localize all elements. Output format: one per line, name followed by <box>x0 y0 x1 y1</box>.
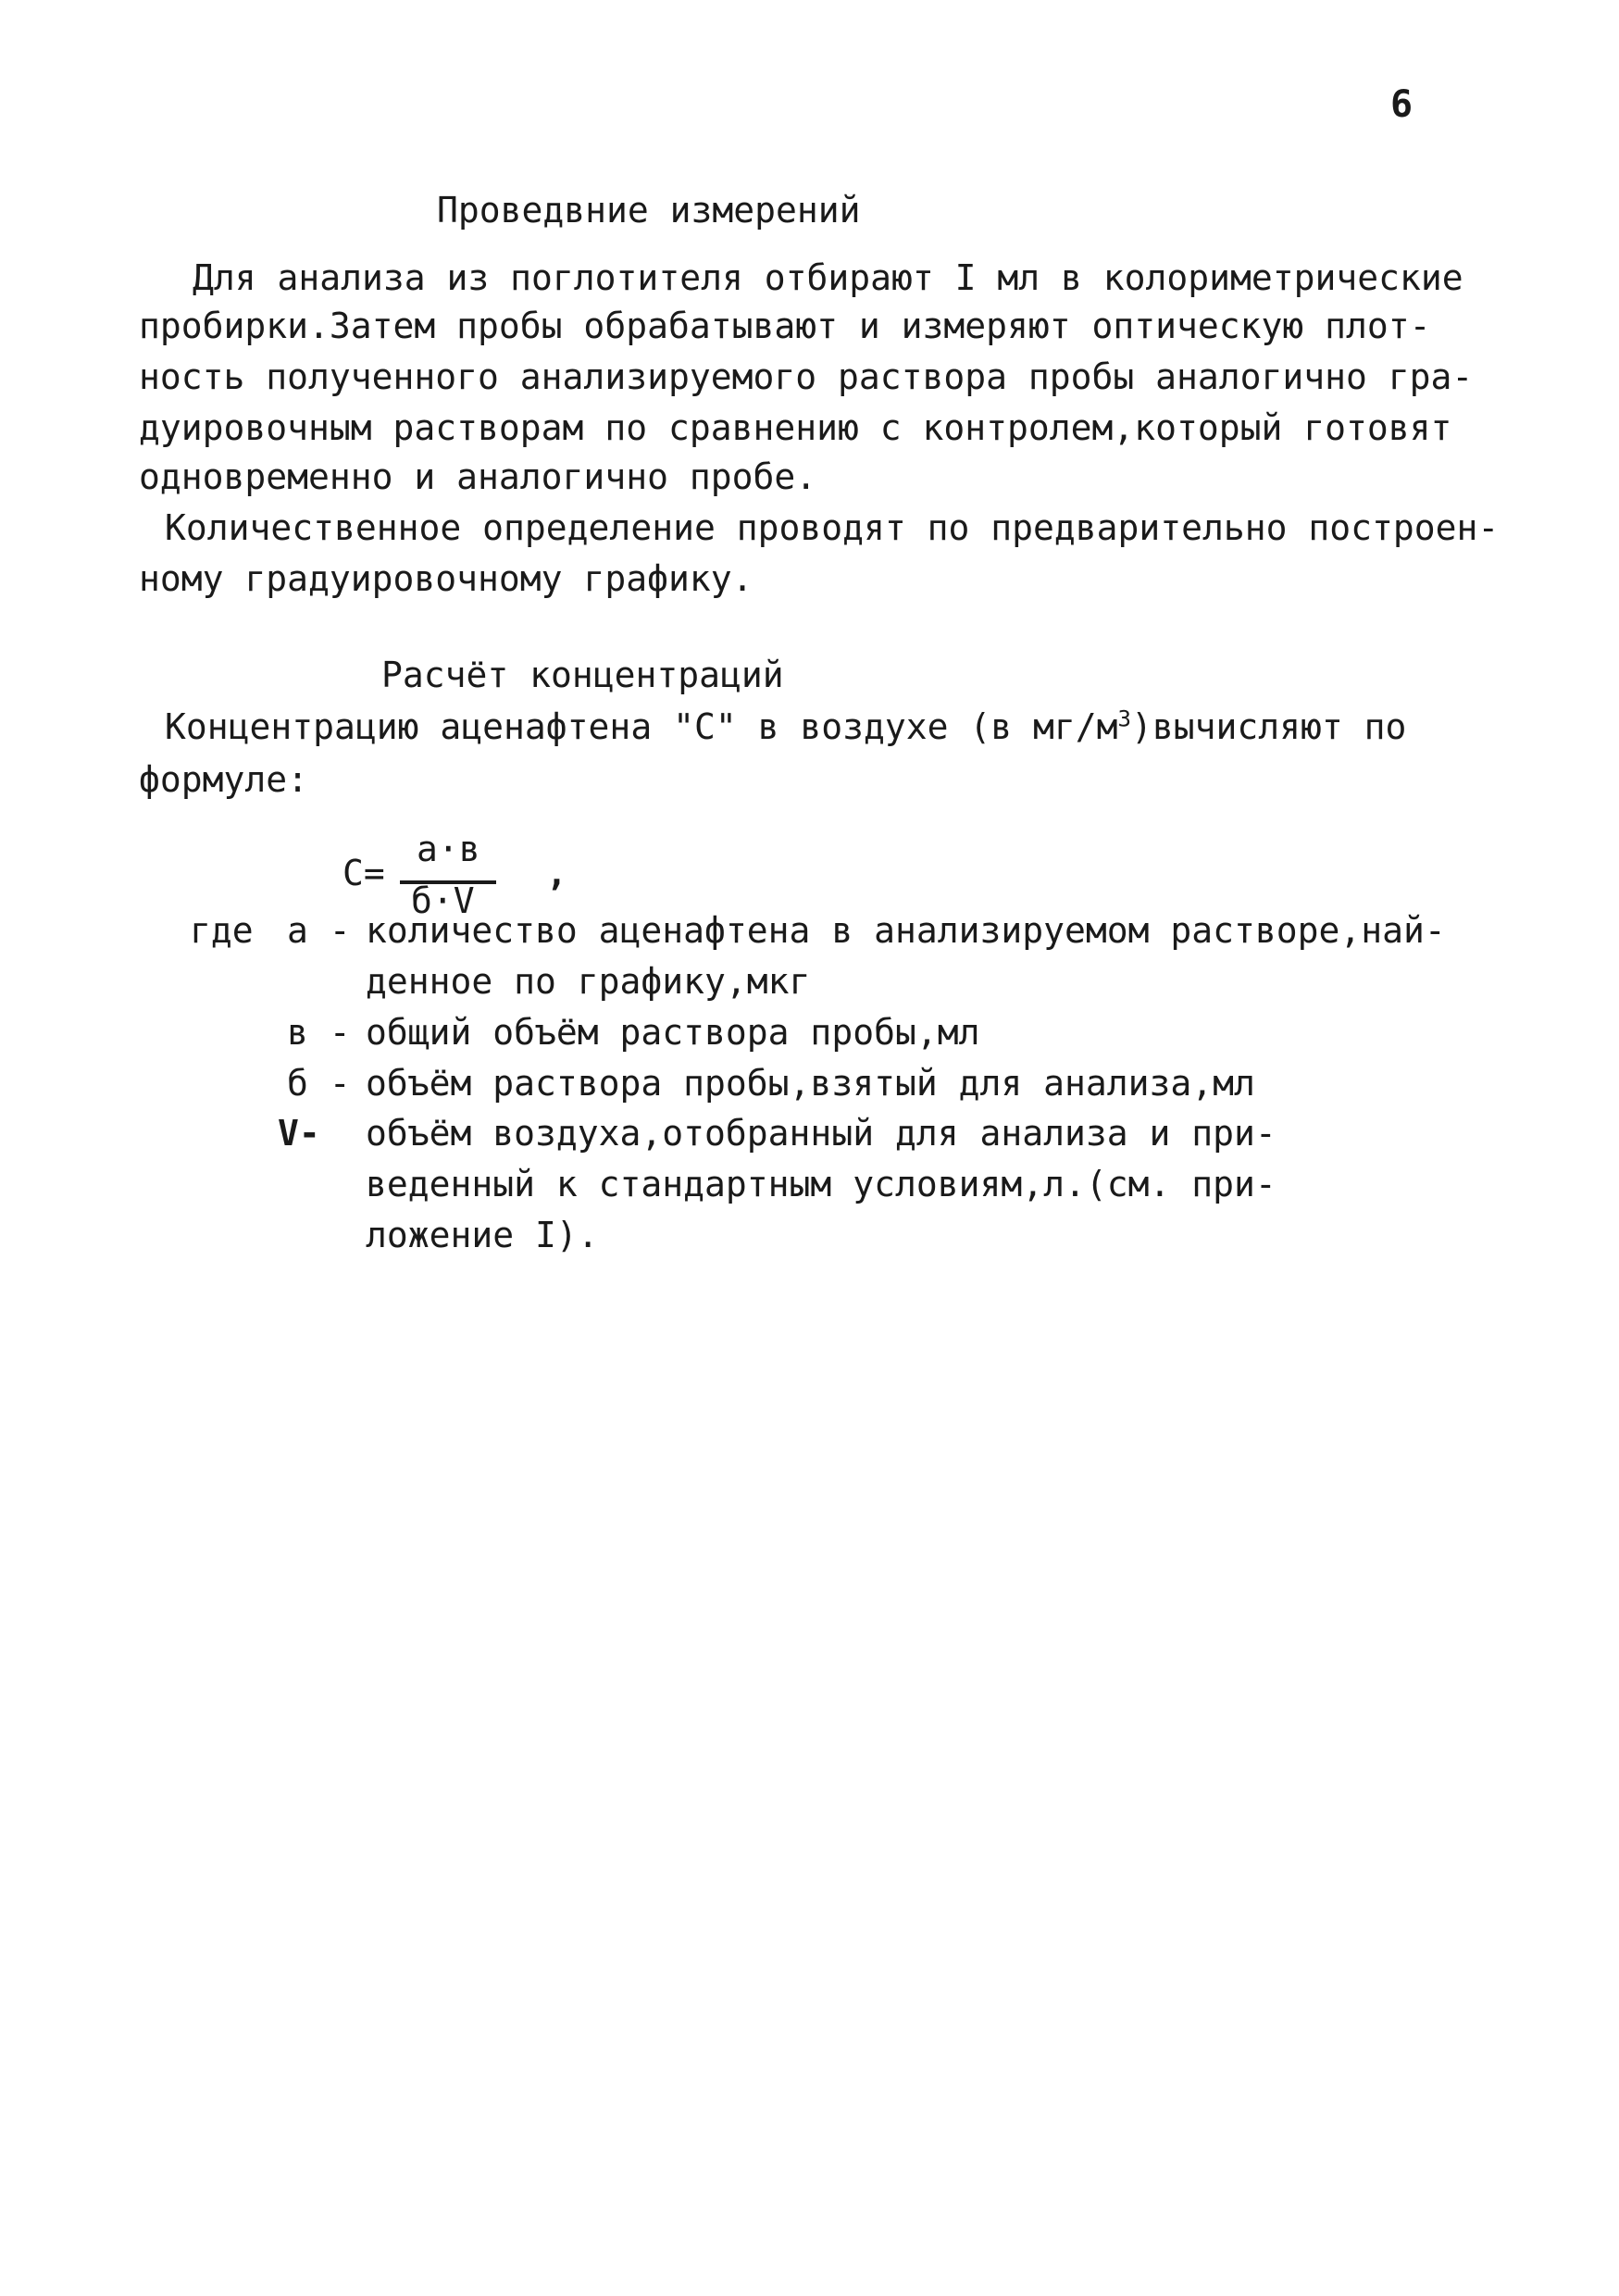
definition-line: объём раствора пробы,взятый для анализа,мл <box>366 1063 1255 1104</box>
definition-symbol: в - <box>287 1012 351 1053</box>
section-heading-calculation: Расчёт концентраций <box>381 655 784 695</box>
formula-numerator: а·в <box>417 829 480 869</box>
where-label: где <box>190 910 254 951</box>
formula-trail: , <box>546 853 567 893</box>
intro-text-post: )вычисляют по <box>1130 706 1407 747</box>
definition-line: денное по графику,мкг <box>366 961 811 1002</box>
paragraph-line: ность полученного анализируемого раствора пробы аналогично гра- <box>139 356 1474 397</box>
definition-line: ложение I). <box>366 1215 599 1255</box>
formula-denominator: б·V <box>411 880 475 921</box>
definition-line: объём воздуха,отобранный для анализа и при- <box>366 1113 1277 1154</box>
paragraph-line: Для анализа из поглотителя отбирают I мл в колориметрические <box>193 257 1463 298</box>
calculation-intro-line2: формуле: <box>139 759 309 800</box>
definition-symbol: б - <box>287 1063 351 1104</box>
page-number: 6 <box>1390 83 1414 126</box>
paragraph-line: дуировочным растворам по сравнению с контролем,который готовят <box>139 407 1452 448</box>
paragraph-line: пробирки.Затем пробы обрабатывают и измеряют оптическую плот- <box>139 306 1431 346</box>
formula-lhs: С= <box>342 853 385 893</box>
paragraph-line: Количественное определение проводят по предварительно построен- <box>165 507 1500 548</box>
definition-line: количество аценафтена в анализируемом растворе,най- <box>366 910 1446 951</box>
definition-symbol: а - <box>287 910 351 951</box>
paragraph-line: ному градуировочному графику. <box>139 558 753 599</box>
paragraph-line: одновременно и аналогично пробе. <box>139 456 817 497</box>
definition-line: веденный к стандартным условиям,л.(см. при- <box>366 1164 1277 1204</box>
definition-symbol: V- <box>278 1113 320 1154</box>
section-heading-measurements: Проведвние измерений <box>437 190 861 231</box>
definition-line: общий объём раствора пробы,мл <box>366 1012 980 1053</box>
intro-superscript: 3 <box>1117 705 1131 732</box>
calculation-intro <box>165 706 1406 747</box>
intro-text-pre: Концентрацию аценафтена "С" в воздухе (в мг/м <box>165 706 1118 747</box>
